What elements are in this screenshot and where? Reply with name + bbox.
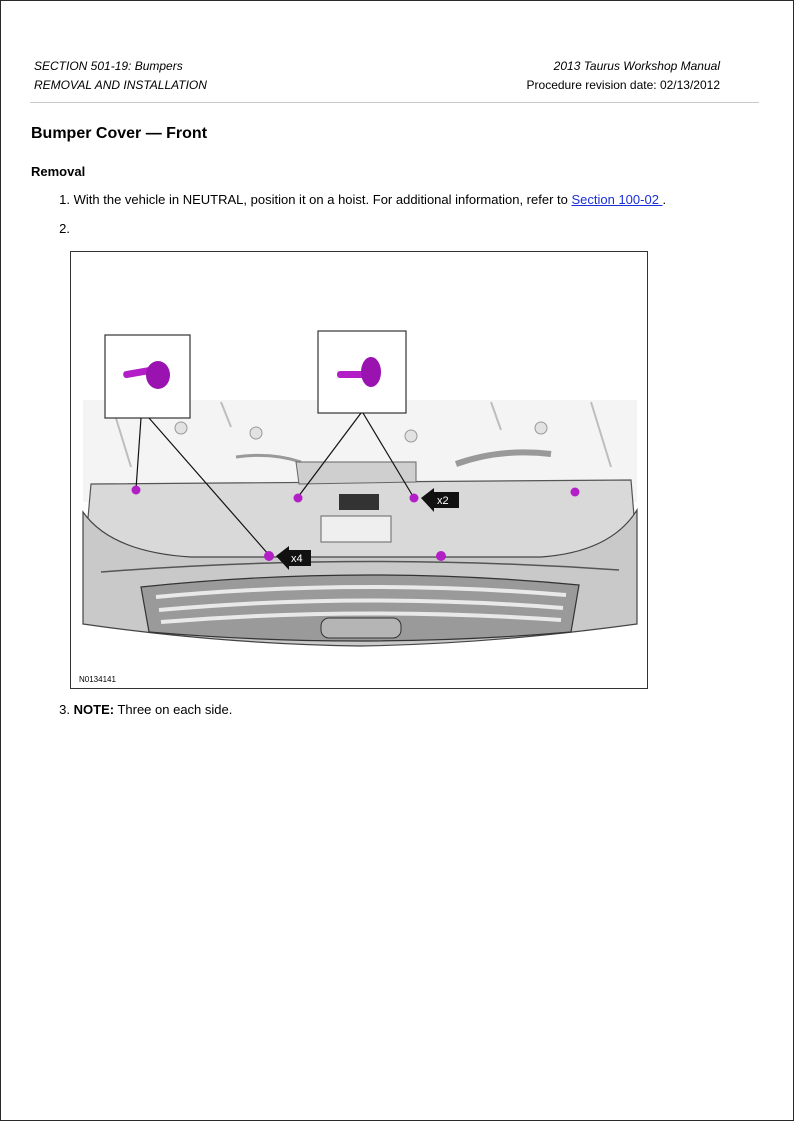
callout-right-label: x2	[437, 495, 449, 507]
step-text-end: .	[662, 192, 667, 207]
bay-bolt	[175, 422, 187, 434]
fastener-point	[294, 494, 303, 503]
bumper-drawing	[71, 252, 648, 689]
fastener-point	[571, 488, 580, 497]
page-title: Bumper Cover — Front	[31, 125, 208, 142]
bay-bolt	[250, 427, 262, 439]
bay-bolt	[535, 422, 547, 434]
header-left	[34, 57, 207, 95]
revision-date: Procedure revision date: 02/13/2012	[526, 78, 720, 92]
fastener-point	[410, 494, 419, 503]
bumper-illustration	[70, 251, 648, 689]
figure-id: N0134141	[79, 675, 116, 684]
fastener-point	[436, 551, 446, 561]
callout-left-label: x4	[291, 553, 303, 565]
step-2	[32, 221, 70, 236]
manual-title: 2013 Taurus Workshop Manual	[553, 59, 720, 73]
section-link[interactable]: Section 100-02	[571, 192, 663, 207]
fastener-point	[132, 486, 141, 495]
step-number: 2.	[59, 221, 70, 236]
step-3	[32, 702, 232, 717]
removal-heading: Removal	[31, 164, 86, 179]
bay-bolt	[405, 430, 417, 442]
subsection-title: REMOVAL AND INSTALLATION	[34, 78, 207, 92]
step-number: 3.	[59, 702, 70, 717]
note-text: Three on each side.	[114, 702, 233, 717]
section-title: SECTION 501-19: Bumpers	[34, 59, 183, 73]
step-1	[32, 192, 666, 207]
header-divider	[30, 102, 759, 103]
step-text: With the vehicle in NEUTRAL, position it on a hoist. For additional information, refer to	[73, 192, 572, 207]
hood-latch	[321, 516, 391, 542]
latch-slot	[339, 494, 379, 510]
fastener-point	[264, 551, 274, 561]
latch-bracket	[296, 462, 416, 484]
note-label: NOTE:	[73, 702, 115, 717]
header-right	[527, 57, 720, 95]
emblem	[321, 618, 401, 638]
step-number: 1.	[59, 192, 70, 207]
